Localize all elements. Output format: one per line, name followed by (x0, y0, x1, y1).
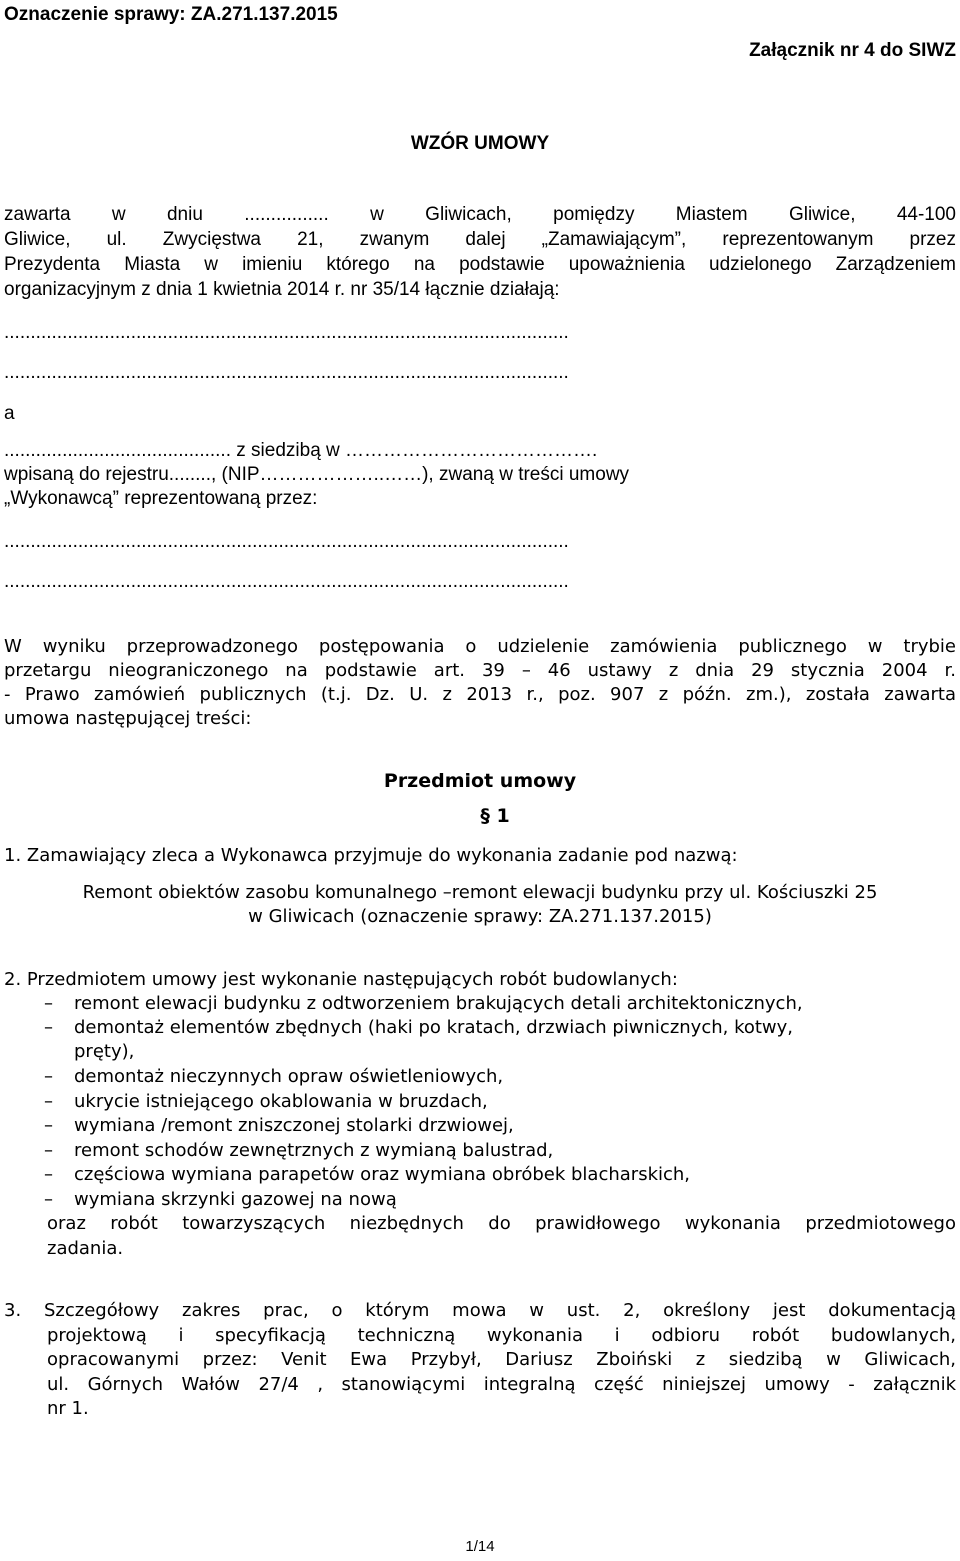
list-item (44, 1164, 690, 1185)
conjunction: a (4, 403, 15, 424)
preamble-line: organizacyjnym z dnia 1 kwietnia 2014 r. nr 35/14 łącznie działają: (4, 279, 560, 300)
clause-3-line: opracowanymi przez: Venit Ewa Przybył, Dariusz Zboiński z siedzibą w Gliwicach, (47, 1349, 956, 1370)
list-item (44, 1066, 503, 1087)
list-item-text: demontaż elementów zbędnych (haki po kratach, drzwiach piwnicznych, kotwy, (74, 1017, 794, 1038)
list-item-text: częściowa wymiana parapetów oraz wymiana obróbek blacharskich, (74, 1164, 691, 1185)
intro-line: umowa następującej treści: (4, 708, 252, 729)
section-heading: Przedmiot umowy (383, 770, 577, 792)
dash-bullet: – (44, 1091, 53, 1112)
preamble-line: Gliwice, ul. Zwycięstwa 21, zwanym dalej „Zamawiającym”, reprezentowanym przez (4, 229, 956, 250)
list-item (44, 1140, 553, 1161)
attachment-label: Załącznik nr 4 do SIWZ (749, 40, 956, 61)
list-item-text: remont elewacji budynku z odtworzeniem brakujących detali architektonicznych, (74, 993, 803, 1014)
dash-bullet: – (44, 993, 53, 1014)
intro-line: - Prawo zamówień publicznych (t.j. Dz. U. z 2013 r., poz. 907 z późn. zm.), została zawarta (4, 684, 956, 705)
dash-bullet: – (44, 1140, 53, 1161)
list-item (44, 1091, 488, 1112)
clause-2-closing: oraz robót towarzyszących niezbędnych do prawidłowego wykonania przedmiotowego (47, 1213, 956, 1234)
list-item (44, 1189, 397, 1210)
case-reference: Oznaczenie sprawy: ZA.271.137.2015 (4, 4, 338, 25)
list-item-text: demontaż nieczynnych opraw oświetleniowych, (74, 1066, 504, 1087)
dash-bullet: – (44, 1115, 53, 1136)
dash-bullet: – (44, 1164, 53, 1185)
intro-line: W wyniku przeprowadzonego postępowania o udzielenie zamówienia publicznego w trybie (4, 636, 956, 657)
list-item (44, 1115, 514, 1136)
contractor-line: „Wykonawcą” reprezentowaną przez: (4, 488, 318, 509)
list-item-text: ukrycie istniejącego okablowania w bruzdach, (74, 1091, 488, 1112)
dash-bullet: – (44, 1017, 53, 1038)
list-item (44, 1017, 793, 1038)
dash-bullet: – (44, 1189, 53, 1210)
document-title: WZÓR UMOWY (410, 133, 550, 154)
intro-line: przetargu nieograniczonego na podstawie art. 39 – 46 ustawy z dnia 29 stycznia 2004 r. (4, 660, 956, 681)
clause-3-line: 3. Szczegółowy zakres prac, o którym mowa w ust. 2, określony jest dokumentacją (4, 1300, 956, 1321)
clause-3-line: nr 1. (47, 1398, 89, 1419)
list-item-text: wymiana /remont zniszczonej stolarki drzwiowej, (74, 1115, 514, 1136)
paragraph-mark: § 1 (480, 805, 510, 827)
representative-placeholder: ........................................................................................................... (4, 322, 569, 343)
task-name-line: Remont obiektów zasobu komunalnego –remont elewacji budynku przy ul. Kościuszki 25 (82, 882, 878, 903)
clause-3-line: projektową i specyfikacją techniczną wykonania i odbioru robót budowlanych, (47, 1325, 956, 1346)
representative-placeholder: ........................................................................................................... (4, 362, 569, 383)
task-name-line: w Gliwicach (oznaczenie sprawy: ZA.271.137.2015) (248, 906, 712, 927)
clause-2: 2. Przedmiotem umowy jest wykonanie następujących robót budowlanych: (4, 969, 678, 990)
contractor-line: ........................................... z siedzibą w …………………………………. (4, 440, 598, 461)
page-number: 1/14 (465, 1538, 495, 1555)
dash-bullet: – (44, 1066, 53, 1087)
clause-3-line: ul. Górnych Wałów 27/4 , stanowiącymi integralną część niniejszej umowy - załącznik (47, 1374, 956, 1395)
clause-2-closing: zadania. (47, 1238, 124, 1259)
representative-placeholder: ........................................................................................................... (4, 571, 569, 592)
list-item-continuation: pręty), (74, 1041, 135, 1062)
preamble-line: Prezydenta Miasta w imieniu którego na podstawie upoważnienia udzielonego Zarządzeniem (4, 254, 956, 275)
representative-placeholder: ........................................................................................................... (4, 531, 569, 552)
list-item (44, 993, 803, 1014)
preamble-line: zawarta w dniu ................ w Gliwicach, pomiędzy Miastem Gliwice, 44-100 (4, 204, 956, 225)
list-item-text: remont schodów zewnętrznych z wymianą balustrad, (74, 1140, 554, 1161)
contractor-line: wpisaną do rejestru........, (NIP………………..……), zwaną w treści umowy (4, 464, 630, 485)
list-item-text: wymiana skrzynki gazowej na nową (74, 1189, 397, 1210)
clause-1: 1. Zamawiający zleca a Wykonawca przyjmuje do wykonania zadanie pod nazwą: (4, 845, 738, 866)
